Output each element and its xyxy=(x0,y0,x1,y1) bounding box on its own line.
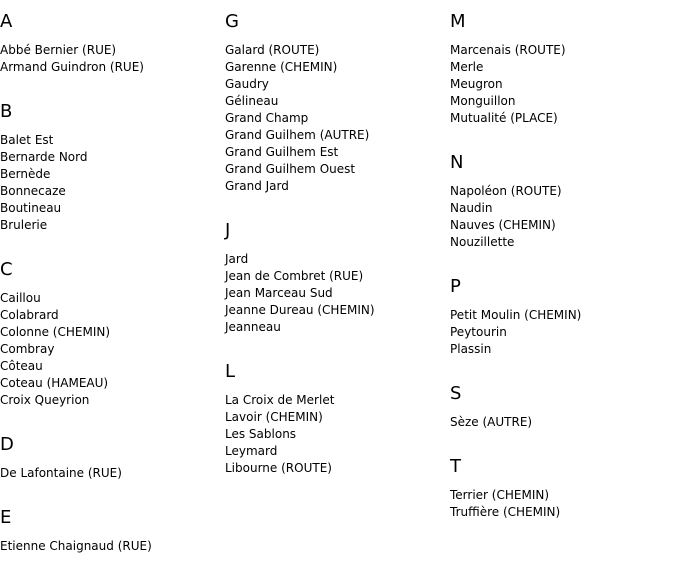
street-list xyxy=(225,42,445,195)
street-entry: Grand Guilhem Ouest xyxy=(225,162,356,176)
street-list xyxy=(225,392,445,477)
letter-heading: G xyxy=(225,11,239,32)
street-entry: Bonnecaze xyxy=(0,184,66,198)
street-entry: Naudin xyxy=(450,201,493,215)
street-list xyxy=(0,465,220,482)
street-entry: Boutineau xyxy=(0,201,62,215)
street-entry: Libourne (ROUTE) xyxy=(225,461,332,475)
street-entry: Balet Est xyxy=(0,133,54,147)
letter-section xyxy=(0,506,220,555)
street-entry: Leymard xyxy=(225,444,278,458)
letter-heading: B xyxy=(0,101,13,122)
street-entry: Grand Jard xyxy=(225,179,289,193)
letter-section xyxy=(450,10,670,127)
street-entry: Nauves (CHEMIN) xyxy=(450,218,556,232)
street-list xyxy=(0,538,220,555)
letter-heading: S xyxy=(450,383,462,404)
street-entry: Nouzillette xyxy=(450,235,515,249)
street-entry: Jeanneau xyxy=(225,320,281,334)
letter-section xyxy=(0,100,220,234)
street-list xyxy=(450,307,670,358)
street-entry: Grand Champ xyxy=(225,111,309,125)
street-entry: Bernarde Nord xyxy=(0,150,88,164)
letter-heading: T xyxy=(450,456,461,477)
street-entry: Sèze (AUTRE) xyxy=(450,415,533,429)
street-entry: Abbé Bernier (RUE) xyxy=(0,43,117,57)
street-entry: Monguillon xyxy=(450,94,516,108)
street-entry: Les Sablons xyxy=(225,427,297,441)
letter-heading: E xyxy=(0,507,12,528)
letter-section xyxy=(0,433,220,482)
street-index-column-1 xyxy=(0,10,220,579)
street-entry: Bernède xyxy=(0,167,51,181)
letter-heading: M xyxy=(450,11,466,32)
street-entry: Coteau (HAMEAU) xyxy=(0,376,109,390)
street-index-column-3 xyxy=(450,10,670,545)
street-entry: Grand Guilhem Est xyxy=(225,145,339,159)
letter-section xyxy=(450,275,670,358)
street-entry: Armand Guindron (RUE) xyxy=(0,60,144,74)
street-entry: Jard xyxy=(225,252,249,266)
street-list xyxy=(0,42,220,76)
letter-section xyxy=(225,360,445,477)
street-entry: Colabrard xyxy=(0,308,59,322)
street-entry: Terrier (CHEMIN) xyxy=(450,488,550,502)
street-list xyxy=(450,487,670,521)
street-entry: Etienne Chaignaud (RUE) xyxy=(0,539,152,553)
street-entry: Combray xyxy=(0,342,55,356)
street-index-column-2 xyxy=(225,10,445,501)
street-entry: Jeanne Dureau (CHEMIN) xyxy=(225,303,375,317)
street-entry: Croix Queyrion xyxy=(0,393,90,407)
letter-heading: J xyxy=(225,220,231,241)
street-entry: Marcenais (ROUTE) xyxy=(450,43,566,57)
street-entry: Jean de Combret (RUE) xyxy=(225,269,364,283)
street-entry: Colonne (CHEMIN) xyxy=(0,325,111,339)
letter-section xyxy=(450,455,670,521)
street-list xyxy=(450,183,670,251)
street-entry: Merle xyxy=(450,60,484,74)
street-entry: Caillou xyxy=(0,291,41,305)
street-entry: Gaudry xyxy=(225,77,269,91)
street-entry: Mutualité (PLACE) xyxy=(450,111,558,125)
street-entry: Napoléon (ROUTE) xyxy=(450,184,562,198)
street-list xyxy=(450,42,670,127)
street-list xyxy=(225,251,445,336)
street-entry: Gélineau xyxy=(225,94,279,108)
street-entry: Brulerie xyxy=(0,218,48,232)
street-entry: Galard (ROUTE) xyxy=(225,43,320,57)
street-entry: Truffière (CHEMIN) xyxy=(450,505,561,519)
street-entry: Côteau xyxy=(0,359,43,373)
street-entry: Peytourin xyxy=(450,325,507,339)
street-entry: Jean Marceau Sud xyxy=(225,286,333,300)
letter-heading: C xyxy=(0,259,13,280)
letter-heading: P xyxy=(450,276,461,297)
letter-section xyxy=(225,10,445,195)
street-entry: Plassin xyxy=(450,342,492,356)
letter-section xyxy=(0,258,220,409)
street-entry: Meugron xyxy=(450,77,503,91)
letter-section xyxy=(225,219,445,336)
letter-section xyxy=(450,151,670,251)
street-entry: Grand Guilhem (AUTRE) xyxy=(225,128,370,142)
letter-section xyxy=(450,382,670,431)
street-list xyxy=(0,132,220,234)
street-entry: De Lafontaine (RUE) xyxy=(0,466,122,480)
letter-heading: L xyxy=(225,361,236,382)
street-entry: Lavoir (CHEMIN) xyxy=(225,410,323,424)
street-list xyxy=(450,414,670,431)
letter-heading: N xyxy=(450,152,464,173)
street-entry: Garenne (CHEMIN) xyxy=(225,60,338,74)
street-entry: Petit Moulin (CHEMIN) xyxy=(450,308,582,322)
letter-heading: A xyxy=(0,11,13,32)
letter-section xyxy=(0,10,220,76)
street-list xyxy=(0,290,220,409)
letter-heading: D xyxy=(0,434,14,455)
street-entry: La Croix de Merlet xyxy=(225,393,335,407)
